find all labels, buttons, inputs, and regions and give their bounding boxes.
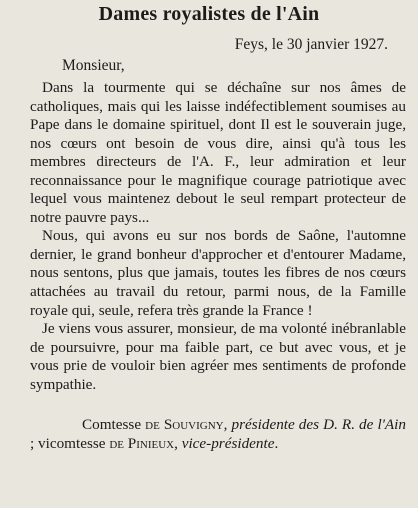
signer-2-name: Pinieux <box>127 435 175 452</box>
dateline: Feys, le 30 janvier 1927. <box>234 36 388 53</box>
letter-body <box>30 79 406 394</box>
signer-1-role: présidente des D. R. de l'Ain <box>231 416 406 433</box>
signer-2-particle: de <box>109 435 128 452</box>
paragraph-3: Je viens vous assurer, monsieur, de ma volonté inébranlable de poursuivre, pour ma faible part, ce but avec vous, et je vous prie de vouloir bien agréer mes sentiments de profonde sympathie. <box>30 320 406 393</box>
paragraph-2: Nous, qui avons eu sur nos bords de Saône, l'automne dernier, le grand bonheur d'approcher et d'entourer Madame, nous sentons, plus que jamais, toutes les fibres de nos cœurs attachées au travail du retour, parmi nous, de la Famille royale qui, seule, refera très grande la France ! <box>30 227 406 319</box>
article-title: Dames royalistes de l'Ain <box>98 3 320 25</box>
signer-2-role: vice-présidente <box>181 435 275 452</box>
signer-2-prefix: vicomtesse <box>38 435 110 452</box>
signature-text: Comtesse de Souvigny, présidente des D. R. de l'Ain ; vicomtesse de Pinieux, vice-présidente. <box>30 416 406 452</box>
signer-1-name: Souvigny <box>163 416 224 433</box>
signer-1-particle: de <box>145 416 164 433</box>
signer-1-prefix: Comtesse <box>82 416 146 433</box>
salutation: Monsieur, <box>62 57 125 74</box>
signature-block <box>30 415 406 453</box>
paragraph-1: Dans la tourmente qui se déchaîne sur nos âmes de catholiques, mais qui les laisse indéfectiblement soumises au Pape dans le domaine spirituel, dont Il est le souverain juge, nos cœurs ont besoin de vous dire, ainsi qu'à tous les membres directeurs de l'A. F., leur admiration et leur reconnaissance pour le magnifique courage patriotique avec lequel vous maintenez debout le seul rempart protecteur de notre pauvre pays... <box>30 79 406 226</box>
